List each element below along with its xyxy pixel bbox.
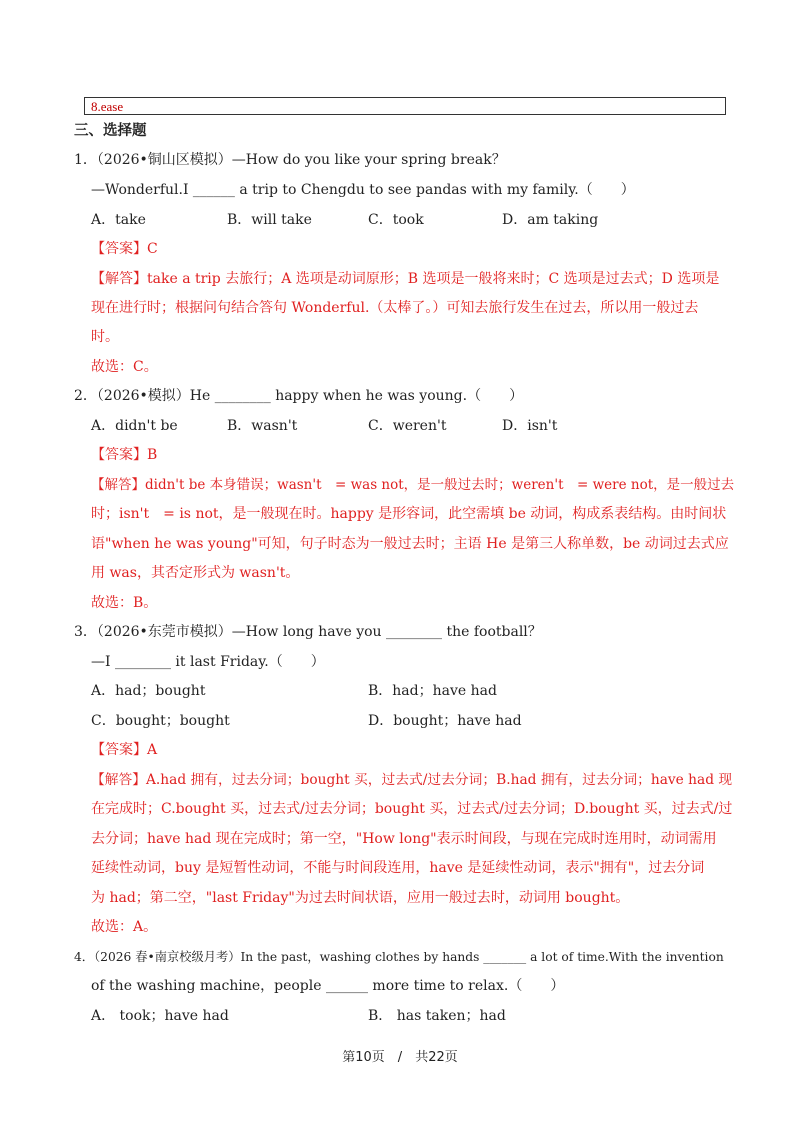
q4-stem-line-1: 4．（2026 春•南京校级月考）In the past，washing clothes by hands _______ a lot of time.With the invention: [74, 950, 724, 964]
q3-option-c: C．bought；bought: [91, 713, 230, 729]
q3-option-a: A．had；bought: [91, 683, 206, 699]
q2-option-a: A．didn't be: [91, 418, 178, 434]
q1-answer: 【答案】C: [91, 241, 158, 257]
q3-analysis-line-5: 为 had；第二空，"last Friday"为过去时间状语，应用一般过去时，动词用 bought。: [91, 890, 630, 906]
page-footer: 第10页 / 共22页: [342, 1050, 458, 1065]
q3-choice: 故选：A。: [91, 919, 158, 935]
q3-analysis-line-4: 延续性动词，buy 是短暂性动词，不能与时间段连用，have 是延续性动词，表示"拥有"，过去分词: [91, 860, 705, 876]
answer-box: [84, 97, 726, 115]
answer-box-text: 8.ease: [91, 99, 124, 114]
q3-option-b: B．had；have had: [368, 683, 497, 699]
q2-analysis-line-2: 时；isn't = is not，是一般现在时。happy 是形容词，此空需填 be 动词，构成系表结构。由时间状: [91, 506, 727, 522]
q4-option-a: A． took；have had: [91, 1008, 229, 1024]
q3-answer: 【答案】A: [91, 742, 158, 758]
q1-analysis-line-3: 时。: [91, 329, 119, 345]
q1-stem-line-2: —Wonderful.I ______ a trip to Chengdu to see pandas with my family.（ ）: [91, 182, 635, 198]
q3-stem-line-1: 3．（2026•东莞市模拟）—How long have you ________ the football？: [74, 624, 542, 640]
q1-option-d: D．am taking: [502, 212, 599, 228]
q3-stem-line-2: —I ________ it last Friday.（ ）: [91, 654, 325, 670]
q2-option-b: B．wasn't: [227, 418, 298, 434]
q1-option-c: C．took: [368, 212, 424, 228]
q2-analysis-line-4: 用 was，其否定形式为 wasn't。: [91, 565, 300, 581]
q4-stem-line-2: of the washing machine，people ______ more time to relax.（ ）: [91, 978, 565, 994]
q1-analysis-line-1: 【解答】take a trip 去旅行；A 选项是动词原形；B 选项是一般将来时；C 选项是过去式；D 选项是: [91, 271, 720, 287]
q4-option-b: B． has taken；had: [368, 1008, 506, 1024]
q2-answer: 【答案】B: [91, 447, 158, 463]
q1-analysis-line-2: 现在进行时；根据问句结合答句 Wonderful.（太棒了。）可知去旅行发生在过去，所以用一般过去: [91, 300, 699, 316]
q2-choice: 故选：B。: [91, 595, 158, 611]
section-title: 三、选择题: [74, 123, 147, 139]
q3-analysis-line-1: 【解答】A.had 拥有，过去分词；bought 买，过去式/过去分词；B.had 拥有，过去分词；have had 现: [91, 772, 733, 788]
q3-analysis-line-2: 在完成时；C.bought 买，过去式/过去分词；bought 买，过去式/过去分词；D.bought 买，过去式/过: [91, 801, 733, 817]
q1-choice: 故选：C。: [91, 359, 158, 375]
q3-option-d: D．bought；have had: [368, 713, 522, 729]
q1-option-a: A．take: [91, 212, 146, 228]
q2-stem-line-1: 2．（2026•模拟）He ________ happy when he was young.（ ）: [74, 388, 524, 404]
q2-analysis-line-3: 语"when he was young"可知，句子时态为一般过去时；主语 He 是第三人称单数，be 动词过去式应: [91, 536, 729, 552]
q2-analysis-line-1: 【解答】didn't be 本身错误；wasn't = was not，是一般过去时；weren't = were not，是一般过去: [91, 477, 735, 493]
q2-option-d: D．isn't: [502, 418, 558, 434]
q1-stem-line-1: 1．（2026•铜山区模拟）—How do you like your spring break？: [74, 152, 506, 168]
q2-option-c: C．weren't: [368, 418, 447, 434]
q3-analysis-line-3: 去分词；have had 现在完成时；第一空，"How long"表示时间段，与现在完成时连用时，动词需用: [91, 831, 717, 847]
q1-option-b: B．will take: [227, 212, 312, 228]
